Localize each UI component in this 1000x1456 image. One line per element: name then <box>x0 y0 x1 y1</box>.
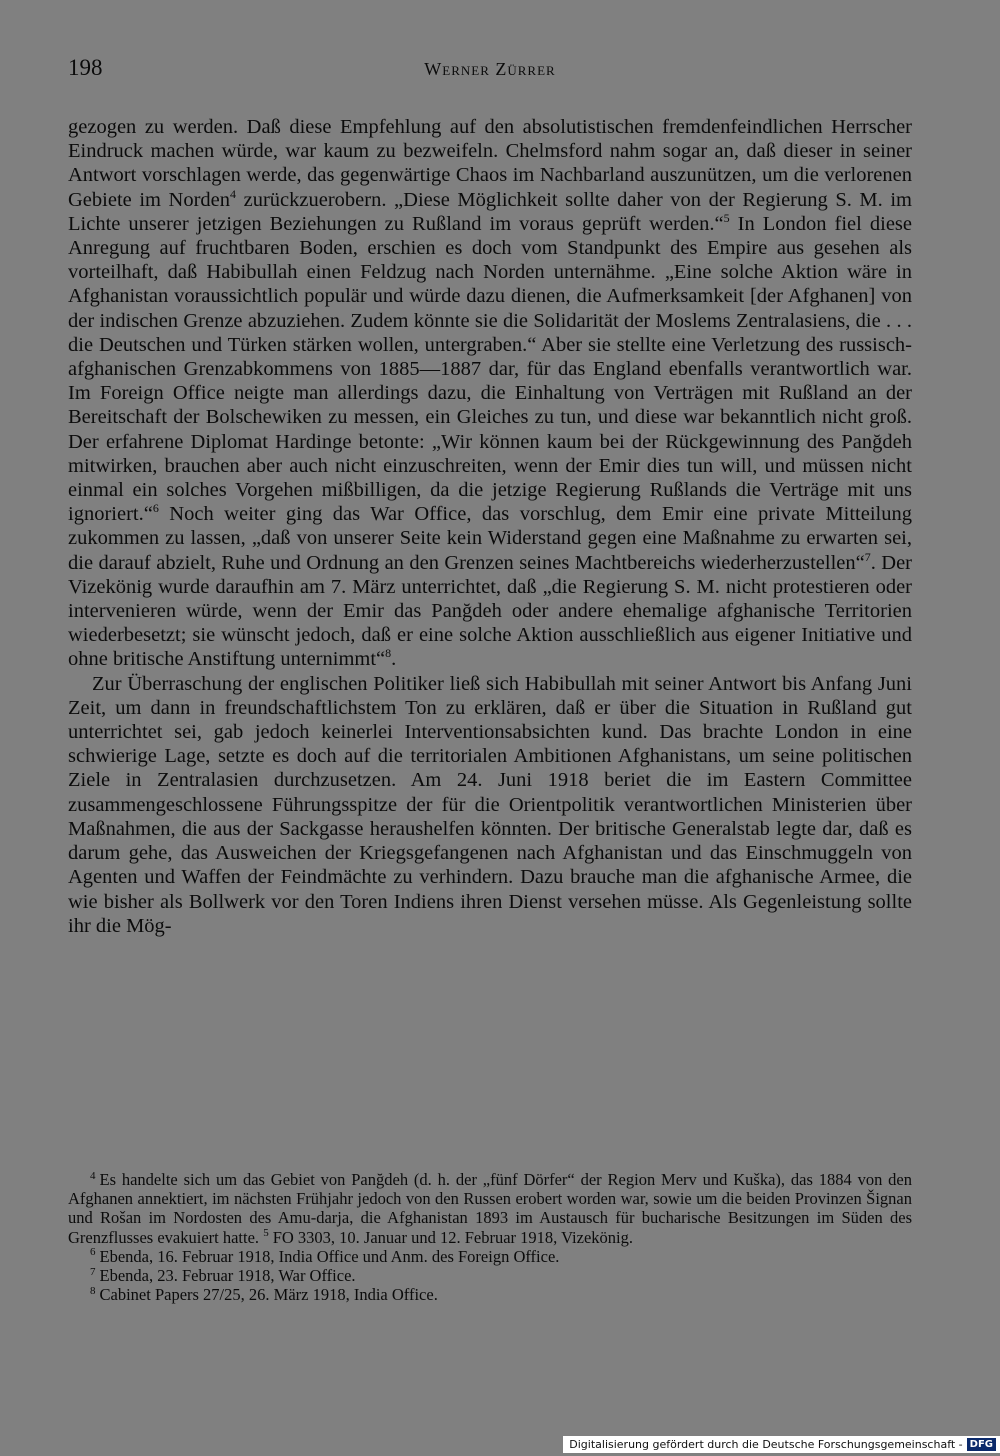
footnote-reference: 6 <box>152 501 159 516</box>
footnote: $^4$ Es handelte sich um das Gebiet von Panğdeh (d. h. der „fünf Dörfer“ der Region Merv und Kuška), das 1884 von den Afghanen annektiert, im nächsten Frühjahr jedoch von den Russen erobert worden war, sowie um die beiden Provinzen Šignan und Rošan im Nordosten des Amu-darja, die Afghanistan 1893 im Austausch für bucharische Besitzungen im Süden des Grenzflusses evakuiert hatte. $^5$ FO 3303, 10. Januar und 12. Februar 1918, Vizekönig. <box>68 1169 912 1247</box>
footnote-number: 8 <box>90 1284 96 1297</box>
footnote-reference: 4 <box>230 186 237 201</box>
footnote: $^6$ Ebenda, 16. Februar 1918, India Office und Anm. des Foreign Office. <box>90 1246 560 1266</box>
footnote-number: 5 <box>263 1227 269 1240</box>
running-head: Werner Zürrer <box>424 59 556 79</box>
footnotes <box>68 1170 912 1304</box>
footnote-number: 4 <box>90 1169 96 1182</box>
footnote-number: 6 <box>90 1246 96 1259</box>
footnote-reference: 7 <box>864 549 871 564</box>
footnote-reference: 8 <box>385 646 392 661</box>
footnote: $^8$ Cabinet Papers 27/25, 26. März 1918, India Office. <box>90 1284 438 1305</box>
paragraph: gezogen zu werden. Daß diese Empfehlung auf den absolutistischen fremdenfeindlichen Herrscher Eindruck machen würde, war kaum zu bezweifeln. Chelmsford nahm sogar an, daß dieser in seiner Antwort vorschlagen werde, das gegenwärtige Chaos im Nachbarland auszunützen, um die verlorenen Gebiete im Norden$^4$ zurückzuerobern. „Diese Möglichkeit sollte daher von der Regierung S. M. im Lichte unserer jetzigen Beziehungen zu Rußland im voraus geprüft werden.“$^5$ In London fiel diese Anregung auf fruchtbaren Boden, erschien es doch vom Standpunkt des Empire aus gesehen als vorteilhaft, daß Habibullah einen Feldzug nach Norden unternähme. „Eine solche Aktion wäre in Afghanistan voraussichtlich populär und würde dazu dienen, die Aufmerksamkeit [der Afghanen] von der indischen Grenze abzuziehen. Zudem könnte sie die Solidarität der Moslems Zentralasiens, die . . . die Deutschen und Türken stärken wollen, untergraben.“ Aber sie stellte eine Verletzung des russisch-afghanischen Grenzabkommens von 1885—1887 dar, für das England ebenfalls verantwortlich war. Im Foreign Office neigte man allerdings dazu, die Einhaltung von Verträgen mit Rußland an der Bereitschaft der Bolschewiken zu messen, ein Gleiches zu tun, und diese war bekanntlich nicht groß. Der erfahrene Diplomat Hardinge betonte: „Wir können kaum bei der Rückgewinnung des Panğdeh mitwirken, brauchen aber auch nicht einzuschreiten, wenn der Emir dies tun will, und müssen nicht einmal ein solches Vorgehen mißbilligen, da die jetzige Regierung Rußlands die Verträge mit uns ignoriert.“$^6$ Noch weiter ging das War Office, das vorschlug, dem Emir eine private Mitteilung zukommen zu lassen, „daß von unserer Seite kein Widerstand gegen eine Maßnahme zu erwarten sei, die darauf abzielt, Ruhe und Ordnung an den Grenzen seines Machtbereichs wiederherzustellen“$^7$. Der Vizekönig wurde daraufhin am 7. März unterrichtet, daß „die Regierung S. M. nicht protestieren oder intervenieren würde, wenn der Emir das Panğdeh oder andere ehemalige afghanische Territorien wiederbesetzt; sie wünscht jedoch, daß er eine solche Aktion ausschließlich aus eigener Initiative und ohne britische Anstiftung unternimmt“$^8$. <box>68 116 913 671</box>
digitization-credit <box>563 1436 1000 1453</box>
page-number: 198 <box>68 55 103 80</box>
footnote: $^7$ Ebenda, 23. Februar 1918, War Office. <box>90 1265 356 1286</box>
footnote-reference: 5 <box>723 210 730 225</box>
paragraph: Zur Überraschung der englischen Politiker ließ sich Habibullah mit seiner Antwort bis Anfang Juni Zeit, um dann in freundschaftlichstem Ton zu erklären, daß er über die Situation in Rußland gut unterrichtet sei, gab jedoch keinerlei Interventionsabsichten kund. Das brachte London in eine schwierige Lage, setzte es doch auf die territorialen Ambitionen Afghanistans, um seine politischen Ziele in Zentralasien durchzusetzen. Am 24. Juni 1918 beriet die im Eastern Committee zusammengeschlossene Führungsspitze der für die Orientpolitik verantwortlichen Ministerien über Maßnahmen, die aus der Sackgasse heraushelfen könnten. Der britische Generalstab legte dar, daß es darum gehe, das Ausweichen der Kriegsgefangenen nach Afghanistan und das Einschmuggeln von Agenten und Waffen der Feindmächte zu verhindern. Dazu brauche man die afghanische Armee, die wie bisher als Bollwerk vor den Toren Indiens ihren Dienst versehen müsse. Als Gegenleistung sollte ihr die Mög- <box>68 672 912 937</box>
page-header <box>68 54 912 88</box>
footnote-number: 7 <box>90 1265 96 1278</box>
dfg-logo: DFG <box>967 1438 996 1451</box>
body-text <box>68 115 912 938</box>
credit-text: Digitalisierung gefördert durch die Deutsche Forschungsgemeinschaft - <box>569 1438 963 1451</box>
